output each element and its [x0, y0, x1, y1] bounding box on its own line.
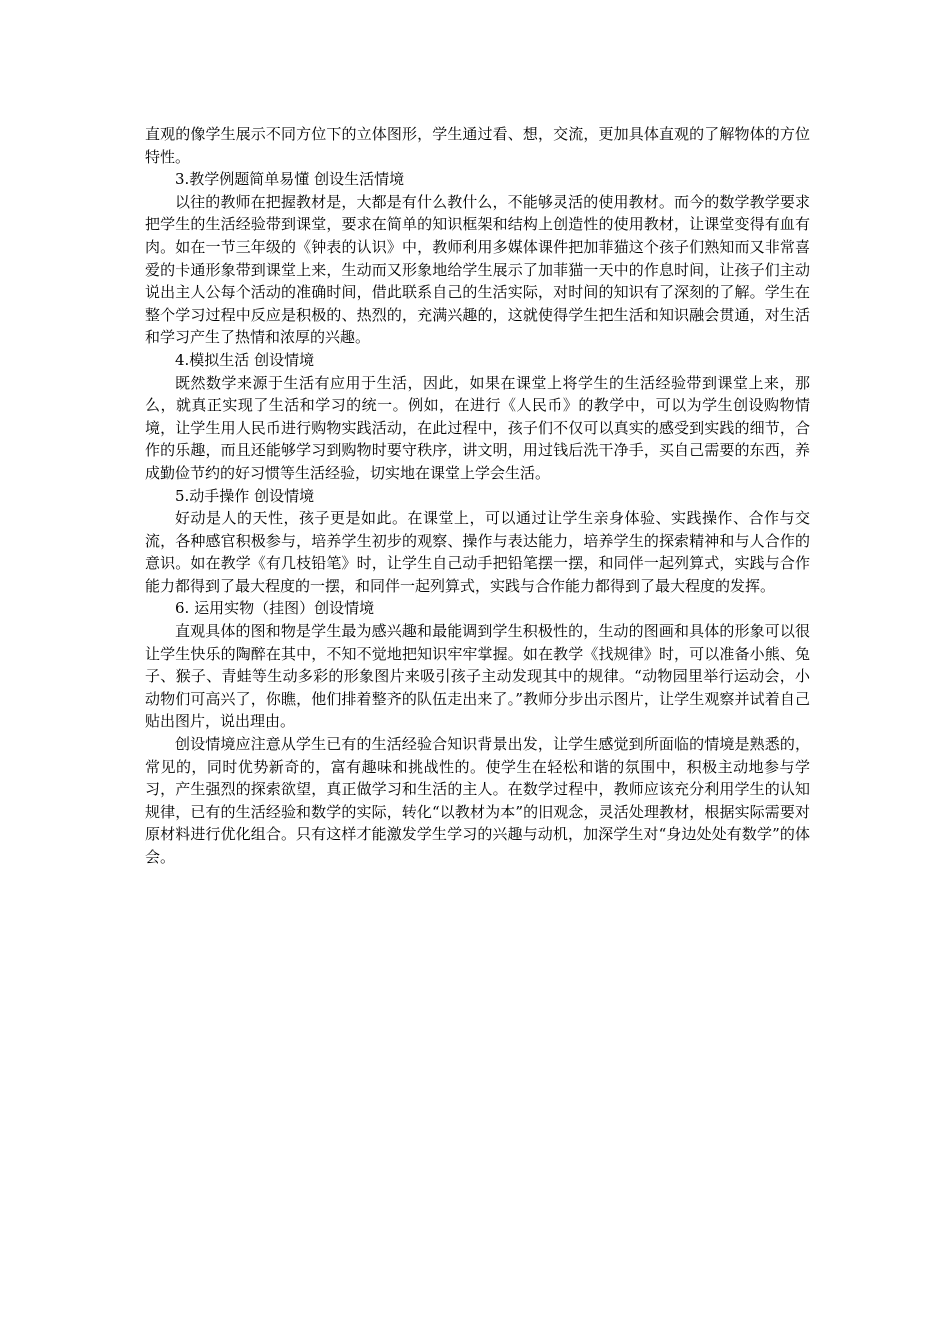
paragraph-section-6: 直观具体的图和物是学生最为感兴趣和最能调到学生积极性的，生动的图画和具体的形象可以很让学生快乐的陶醉在其中，不知不觉地把知识牢牢掌握。如在教学《找规律》时，可以准备小熊、兔子、猴子、青蛙等生动多彩的形象图片来吸引孩子主动发现其中的规律。“动物园里举行运动会，小动物们可高兴了，你瞧，他们排着整齐的队伍走出来了。”教师分步出示图片，让学生观察并试着自己贴出图片，说出理由。 [145, 622, 810, 731]
paragraph-section-5: 好动是人的天性，孩子更是如此。在课堂上，可以通过让学生亲身体验、实践操作、合作与交流，各种感官积极参与，培养学生初步的观察、操作与表达能力，培养学生的探索精神和与人合作的意识。如在教学《有几枝铅笔》时，让学生自己动手把铅笔摆一摆，和同伴一起列算式，实践与合作能力都得到了最大程度的一摆，和同伴一起列算式，实践与合作能力都得到了最大程度的发挥。 [145, 509, 810, 595]
section-heading-4: 4.模拟生活 创设情境 [175, 350, 315, 369]
paragraph-section-3: 以往的教师在把握教材是，大都是有什么教什么，不能够灵活的使用教材。而今的数学教学要求把学生的生活经验带到课堂，要求在简单的知识框架和结构上创造性的使用教材，让课堂变得有血有肉。如在一节三年级的《钟表的认识》中，教师利用多媒体课件把加菲猫这个孩子们熟知而又非常喜爱的卡通形象带到课堂上来，生动而又形象地给学生展示了加菲猫一天中的作息时间，让孩子们主动说出主人公每个活动的准确时间，借此联系自己的生活实际，对时间的知识有了深刻的了解。学生在整个学习过程中反应是积极的、热烈的，充满兴趣的，这就使得学生把生活和知识融会贯通，对生活和学习产生了热情和浓厚的兴趣。 [145, 192, 810, 347]
section-heading-3: 3.教学例题简单易懂 创设生活情境 [175, 170, 405, 189]
section-heading-5: 5.动手操作 创设情境 [175, 486, 315, 505]
section-heading-6: 6. 运用实物（挂图）创设情境 [175, 599, 375, 618]
paragraph-continued: 直观的像学生展示不同方位下的立体图形，学生通过看、想，交流，更加具体直观的了解物体的方位特性。 [145, 125, 810, 166]
paragraph-section-4: 既然数学来源于生活有应用于生活，因此，如果在课堂上将学生的生活经验带到课堂上来，那么，就真正实现了生活和学习的统一。例如，在进行《人民币》的教学中，可以为学生创设购物情境，让学生用人民币进行购物实践活动，在此过程中，孩子们不仅可以真实的感受到实践的细节，合作的乐趣，而且还能够学习到购物时要守秩序，讲文明，用过钱后洗干净手，买自己需要的东西，养成勤俭节约的好习惯等生活经验，切实地在课堂上学会生活。 [145, 373, 810, 482]
paragraph-conclusion: 创设情境应注意从学生已有的生活经验合知识背景出发，让学生感觉到所面临的情境是熟悉的，常见的，同时优势新奇的，富有趣味和挑战性的。使学生在轻松和谐的氛围中，积极主动地参与学习，产生强烈的探索欲望，真正做学习和生活的主人。在数学过程中，教师应该充分利用学生的认知规律，已有的生活经验和数学的实际，转化“以教材为本”的旧观念，灵活处理教材，根据实际需要对原材料进行优化组合。只有这样才能激发学生学习的兴趣与动机，加深学生对“身边处处有数学”的体会。 [145, 735, 810, 866]
document-body [145, 123, 810, 869]
